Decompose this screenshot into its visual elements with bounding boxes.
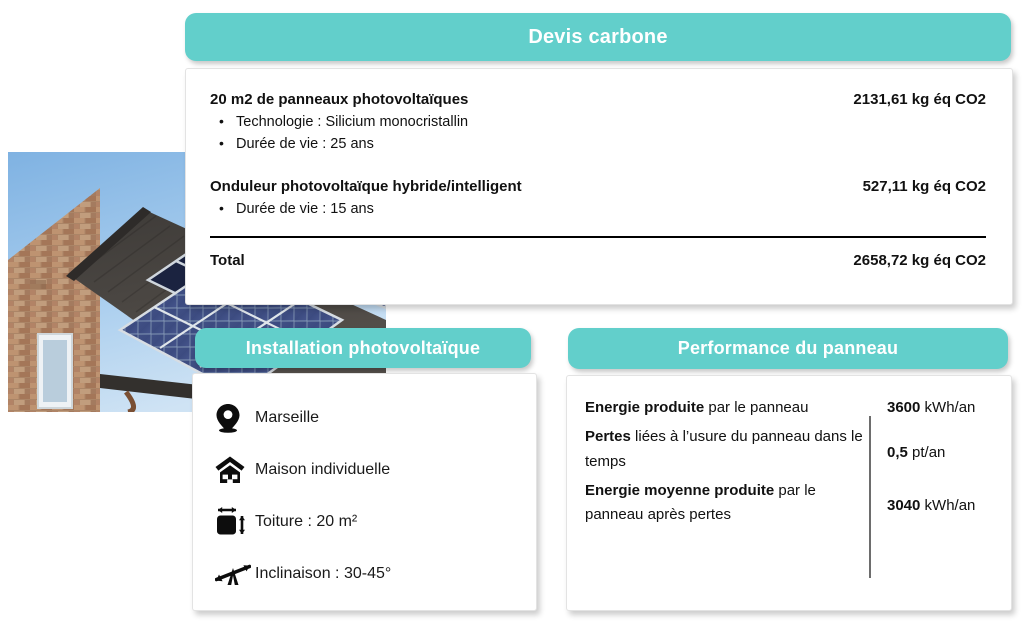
- performance-labels: [585, 396, 867, 532]
- roof-area-icon: [215, 506, 255, 538]
- carbon-quote-card: [185, 68, 1013, 305]
- performance-value-unit: kWh/an: [920, 399, 976, 416]
- performance-value-unit: kWh/an: [920, 497, 976, 514]
- performance-header: [568, 328, 1008, 369]
- installation-title: Installation photovoltaïque: [245, 337, 481, 358]
- quote-item-title: 20 m2 de panneaux photovoltaïques: [210, 91, 469, 108]
- quote-item-row: [210, 178, 986, 195]
- performance-value-number: 3040: [887, 497, 921, 514]
- performance-grid: [567, 396, 1011, 578]
- list-item-label: Maison individuelle: [255, 461, 391, 478]
- quote-total-label: Total: [210, 252, 245, 270]
- performance-card: [566, 375, 1012, 611]
- performance-value-unit: pt/an: [907, 444, 946, 461]
- performance-values: [887, 396, 1009, 514]
- performance-label-strong: Energie moyenne produite: [585, 481, 775, 499]
- total-separator: [210, 236, 986, 238]
- quote-item-bullets: [210, 199, 986, 221]
- quote-item-title: Onduleur photovoltaïque hybride/intelligent: [210, 177, 522, 195]
- list-item-label: Inclinaison : 30-45°: [255, 565, 392, 582]
- performance-value: [887, 444, 1009, 461]
- house-icon: [215, 456, 255, 484]
- performance-value: [887, 399, 1009, 416]
- performance-label: [585, 479, 867, 528]
- quote-spacer: [210, 156, 986, 178]
- list-item: [193, 496, 536, 548]
- performance-label-strong: Pertes: [585, 428, 631, 446]
- quote-bullet: • Technologie : Silicium monocristallin: [210, 112, 986, 134]
- list-item: [193, 444, 536, 496]
- performance-divider: [869, 416, 871, 578]
- list-item-label: Toiture : 20 m²: [255, 513, 358, 530]
- list-item-label: Marseille: [255, 409, 320, 426]
- performance-label-rest: par le panneau: [704, 399, 809, 416]
- carbon-quote-header: [185, 13, 1011, 61]
- carbon-quote-title: Devis carbone: [528, 25, 668, 48]
- performance-label-rest: par le panneau après pertes: [585, 481, 816, 524]
- quote-total-value: 2658,72 kg éq CO2: [853, 252, 986, 270]
- performance-label: [585, 396, 867, 420]
- quote-item-bullets: [210, 112, 986, 156]
- quote-item-row: [210, 91, 986, 108]
- list-item: [193, 548, 536, 600]
- performance-value-number: 0,5: [887, 444, 908, 461]
- performance-value-number: 3600: [887, 399, 921, 416]
- quote-bullet: • Durée de vie : 25 ans: [210, 134, 986, 156]
- location-pin-icon: [215, 403, 255, 433]
- installation-spec-list: [193, 392, 536, 600]
- performance-label-strong: Energie produite: [585, 399, 705, 416]
- performance-label: [585, 425, 867, 474]
- performance-value: [887, 497, 1009, 514]
- installation-header: [195, 328, 531, 368]
- quote-total-row: [210, 252, 986, 269]
- roof-slope-icon: [215, 561, 255, 587]
- quote-item-value: 2131,61 kg éq CO2: [853, 91, 986, 108]
- performance-label-rest: liées à l’usure du panneau dans le temps: [585, 428, 863, 470]
- installation-card: [192, 373, 537, 611]
- performance-title: Performance du panneau: [677, 338, 899, 358]
- quote-item-value: 527,11 kg éq CO2: [862, 177, 986, 195]
- list-item: [193, 392, 536, 444]
- quote-bullet: • Durée de vie : 15 ans: [210, 199, 986, 221]
